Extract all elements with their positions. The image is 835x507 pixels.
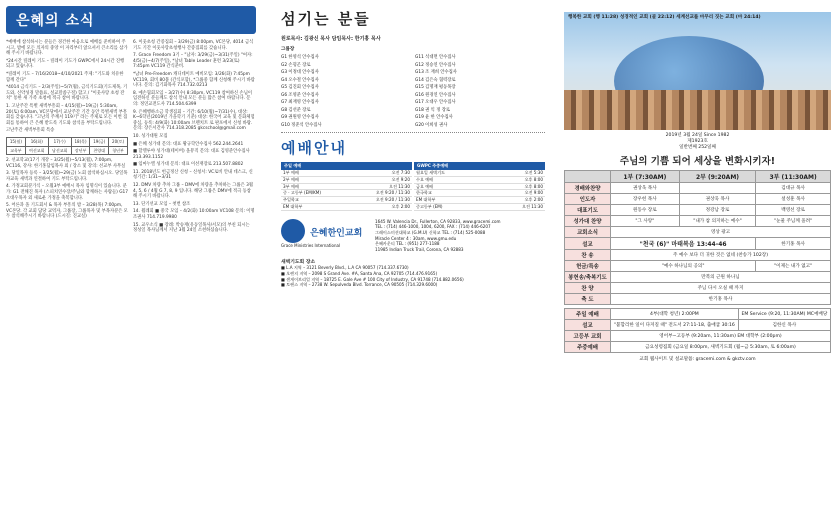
news-col-b: [133, 40, 255, 236]
news-para: *예배에 참석하시는 분들은 경건한 마음으로 예배를 준비하여 주시고, 밤에 모든 의자의 중앙 이 자리부터 앉으셔서 큰소리를 삼가해 주시기 바랍니다.: [6, 40, 128, 57]
news-col-a: [6, 40, 128, 236]
worship-info: [281, 162, 545, 211]
news-para: ■ 할렐루야 성가대(테이버) 올뮤직 문의: 대표 김영준안수집사 213.393.1152: [133, 149, 250, 160]
news-para: 5. 어른과 올 기도회서 & 목자 부흥의 밤 – 3/28(목) 7:00pm, VC본당. 각 교회 담당 교역자, 그룹장, 그룹목자 및 부목자분은 모두 참석해주시기 바랍니다 (드시길: 진교실): [6, 203, 128, 220]
church-info: [281, 219, 545, 253]
worship-title: 예배안내: [281, 139, 347, 157]
news-para: 10. 성가대원 모집: [133, 133, 168, 139]
church-logo-icon: [281, 219, 305, 243]
church-name-en: Grace Ministries International: [281, 242, 341, 248]
news-para: 9. 은혜행하소금 학생집회 – 기간: 6/10(월)~7/31(수), 대상: K~6학년(2019년 가을학기 기준) 대상: 한국어 교육 및 문화체험 중심, 등록: 4/9(화) 10:00am 브렌치트 로 판포에서 신청 바람. 문의: 장은서간사 714.318.2085 gkcschool@gmail.com: [133, 109, 255, 132]
news-para: 1. 고난주간 특별 새벽부흥회 – 4/15(월)~19(금) 5:30am, 20(토) 6:00am, VC본당에서 교난주간 기간 동안 특별새벽 부흥회를 갖습니다. "고난의 주께서 119기" 라는 주제로 모든 이번 집회를 통하여 큰 은혜 받도록 기도와 참석을 부탁드립니다.: [6, 103, 128, 126]
pastors-line: 원로목사: 김광신 목사 담임목사: 한기홍 목사: [281, 36, 381, 42]
news-column: [0, 0, 262, 507]
news-para: ■ 임마누엘 성가대 문의: 대표 이선재장로 213.507.8802: [133, 162, 244, 168]
news-para: 13. 단기선교 모임 – 첫번 참조: [133, 201, 191, 207]
news-para: 3. 당일목자 등록 – 3/25(월)~29(금) 노회 참석하십시오. 당일목자교육 새벽과 연결하여 기도 부탁드립니다.: [6, 171, 128, 182]
dawn-schedule-table: 15(월) 16(화) 17(수) 18(목) 19(금) 20(토) 교육부 여선교회 남선교회 장년부 찬양대 청년부: [6, 137, 128, 155]
website-footer[interactable]: 교회 웹사이트 및 설교말씀: gracemi.com & gkctv.com: [639, 357, 756, 362]
divider: [281, 132, 545, 133]
news-para: *4014 금식기도 – 2/3(주일)~5/7(월), 금식기도회(기도제목, 기도와, 신약성경 말씀표, 설교말씀구절) 합고 / "이웃사랑 초청 잔치" 통한 새 가족 초청에 적극 참여 바랍니다.: [6, 85, 128, 102]
date-line: 2019년 3월 24일 Since 1982 제1923호 일반번째 252일째: [665, 133, 730, 150]
branches-title: 새벽기도회 장소: [281, 260, 316, 266]
order-of-service: 1부 (7:30AM) 2부 (9:20AM) 3부 (11:30AM) 경배와찬양 권상욱 목사 김대규 목사 인도자 장우헌 목사 권상욱 목사 설성훈 목사 대표기도 원동수 장로 정강남 장로 백영선 장로 성가대 찬양 "그 사랑" "내가 참 의지하는 예수" "눈물 주님께 올려" 교회소식 영상 광고 설교 "천국 (6)" 마태복음 13:44-46 한기홍 목사 찬 송 주 예수 보다 더 귀한 것은 없네 (찬송가 102장) 헌금/특송 "예수 하나님의 공의" "이제는 내가 없고" 봉헌송/축복기도 만복의 근원 하나님 찬 양 주님 다시 오실 때 까지 축 도 한기홍 목사: [564, 170, 831, 305]
church-name: 은혜한인교회: [310, 228, 363, 239]
groups-label: 그룹장: [281, 47, 295, 52]
news-para: *24시간 릴레이 기도 – 릴레이 기도가 GWPC에서 24시간 진행되고 있습니다.: [6, 58, 125, 70]
news-para: ■ 은혜 성가대 문의: 대표 황규학안수집사 562.244.2641: [133, 141, 244, 147]
news-para: 14. 월례회 ■ 중국 모임 – 4/2(화) 10:00am VC108 문의: 이명조권사 714.719.9980: [133, 209, 255, 221]
groups-grid: G1 한영석 안수집사 G11 석대면 안수집사 G2 손형곤 장로 G12 정승연 안수집사 G3 이정대 안수집사 G13 조 재희 안수집사 G4 오수철 안수집사 G14 김은숙 협력장로 G5 김진회 안수집사 G15 김명재 평동목장 G6 조영준 안수집사 G16 원경연 안수집사 G7 최재영 안수집사 G17 오대우 안수집사 G8 김선준 장로 G18 권 익 정 장로 G9 권원영 안수집사 G19 윤 한 안수집사 G10 정준석 안수집사 G20 이희성 권사: [281, 55, 457, 128]
news-para: 고난주간 새벽부흥회 특송: [6, 128, 55, 134]
hero-image: [564, 12, 831, 130]
mission-statement: 행복한 교회 (행 11:28) 성경적인 교회 (골 22:12) 세계선교를 마무리 짓는 교회 (마 24:14): [568, 15, 761, 20]
news-para: *남녀 Pre-Freedom 캐디데이트 예비모임: 3/26(화) 7:45pm VC119, 회비 80불 (간식포함), *그룹중 함께 신청해 주시기 바랍니다. 문의: 김기화목사 714.732.0213: [133, 71, 255, 89]
news-para: 4. 가정교회분가식 – 오월3부 예배시 목자 임명식이 있습니다. 분가: G1 전해진 목자 (스피치연수장/주님와 함께하는 사람들) G17 오대우목자 외 새로운 가정을 축복합니다.: [6, 184, 128, 201]
staff-column: [273, 0, 553, 507]
news-header-band: [6, 6, 256, 34]
news-para: 6. 이웃초청 간증집회 – 3/29(금) 8:00pm, VC본당, 4014 금식기도 기간 이웃사랑초청행사 간증집회를 갖습니다.: [133, 40, 254, 51]
theme-title: 주님의 기쁨 되어 세상을 변화시키자!: [619, 156, 776, 167]
news-para: 11. 2018년도 헌금정산 신청 – 신청서: VC로비 안내 데스크, 신청기간: 1/31~3/31: [133, 169, 253, 181]
news-para: 15. 교우소식 ■ 장례: 박승재(유동일목사/서모)의 부친 되시는 정성일 목사님께서 지난 3월 24일 소천하셨습니다.: [133, 222, 250, 234]
news-para: 7. Grace Freedom 3기 – "남자: 3/29(금)~3/31(주일) "여자: 4/5(금)~4/7(주일), *남녀 Table Leader 훈련 3/23(토) 7:45pm VC119 간식준비.: [133, 53, 253, 70]
church-address: 1645 W. Valencia Dr., Fullerton, CA 92833, www.gracemi.com TEL : (714) 446-1000, 1004, 6200, FAX : (714) 446-6207 그레이스미션대학교 (G.M.U) 신학교 TEL : (714) 525-0088 Miracle Center 4 : 30am, www.gmu.edu 은혜카운티 TEL : (951) 277-1188 11985 Indian Truck Trail, Corona, CA 92883: [375, 218, 501, 252]
worship-sunday: 주일 예배 1부 예배 오전 7:30 2부 예배 오전 9:20 3부 예배 오전 11:30 중 · 고등부 (EM/KM) 오전 9:20 / 11:30 주일학교 오전 9:20 / 11:30 EM 대학부 오후 2:00: [283, 163, 410, 209]
news-para: 12. DMV 차량 추차 그룹 – DMV에 차량을 추차하는 그룹은 3월 4, 5, 6 / 4월 G 7, 8, 9 입니다. 해당 그룹은 DMV에 적극 동참해 주시기 바랍니다.: [133, 183, 253, 200]
news-title: 은혜의 소식: [16, 13, 95, 29]
other-services: 주일 예배 4부(대학 청년) 2:00PM EM Service (9:20, 11:30AM) MC예배당 설교 "불합리한 일이 다져질 때" 전도서 27:11-18, 출애굽 30:16 김한신 목사 고등부 교회 영어부−고등부 (9:20am, 11:30am) EM 대학부 (2:00pm) 주중예배 금요성령집회 (금요일 8:00pm, 새벽기도회 (월~금 5:30am, 토 6:00am): [564, 308, 831, 353]
program-column: [560, 0, 835, 507]
news-para: 2. 선교학교(17기 개강 – 3/25(월)~5/13(월), 7:00pm, VC116, 강사: 한기홍담임목사 외 / 장소 및 강의: 선교부 사무실: [6, 158, 126, 169]
news-para: *릴레이 기도 – 7/16/2018~4/10/2021 주제: "기도와 치유한 함께 간다": [6, 71, 124, 83]
news-para: 8. 예손협회모임 – 3/27(수) 8:30pm, VC119 참여하신 손님이 임전하신 분들께도 참석 안내 모든 분들 많은 참여 바랍니다. 문의: 정연교전도사 714.504.6399: [133, 90, 252, 107]
worship-weekly: GWPC 주중예배 월요일 새벽기도 오전 5:30 수요 예배 오후 8:00 금요 예배 오후 8:00 한국학교 오전 9:00 EM 대학부 오후 2:00 중고등부 (EM) 오전 11:30: [416, 163, 543, 209]
congregation-photo: [564, 90, 831, 130]
staff-title: 섬기는 분들: [281, 10, 371, 28]
branches-list: ■ L.A 지역 – 3121 Beverly Blvd., L.A CA 90057 (714.337.6730) ■ 오렌지 지역 – 2098 S Grand Ave. #A, Santa Ana, CA 92705 (714.476.9165) ■ 샌게이브리얼 지역 – 18725 E. Gale Ave # 100 City of Industry, CA 91748 (714.882.0656) ■ 토랜스 지역 – 2738 W. Sepulveda Blvd. Torrance, CA 90505 (714.329.6000): [281, 265, 464, 288]
